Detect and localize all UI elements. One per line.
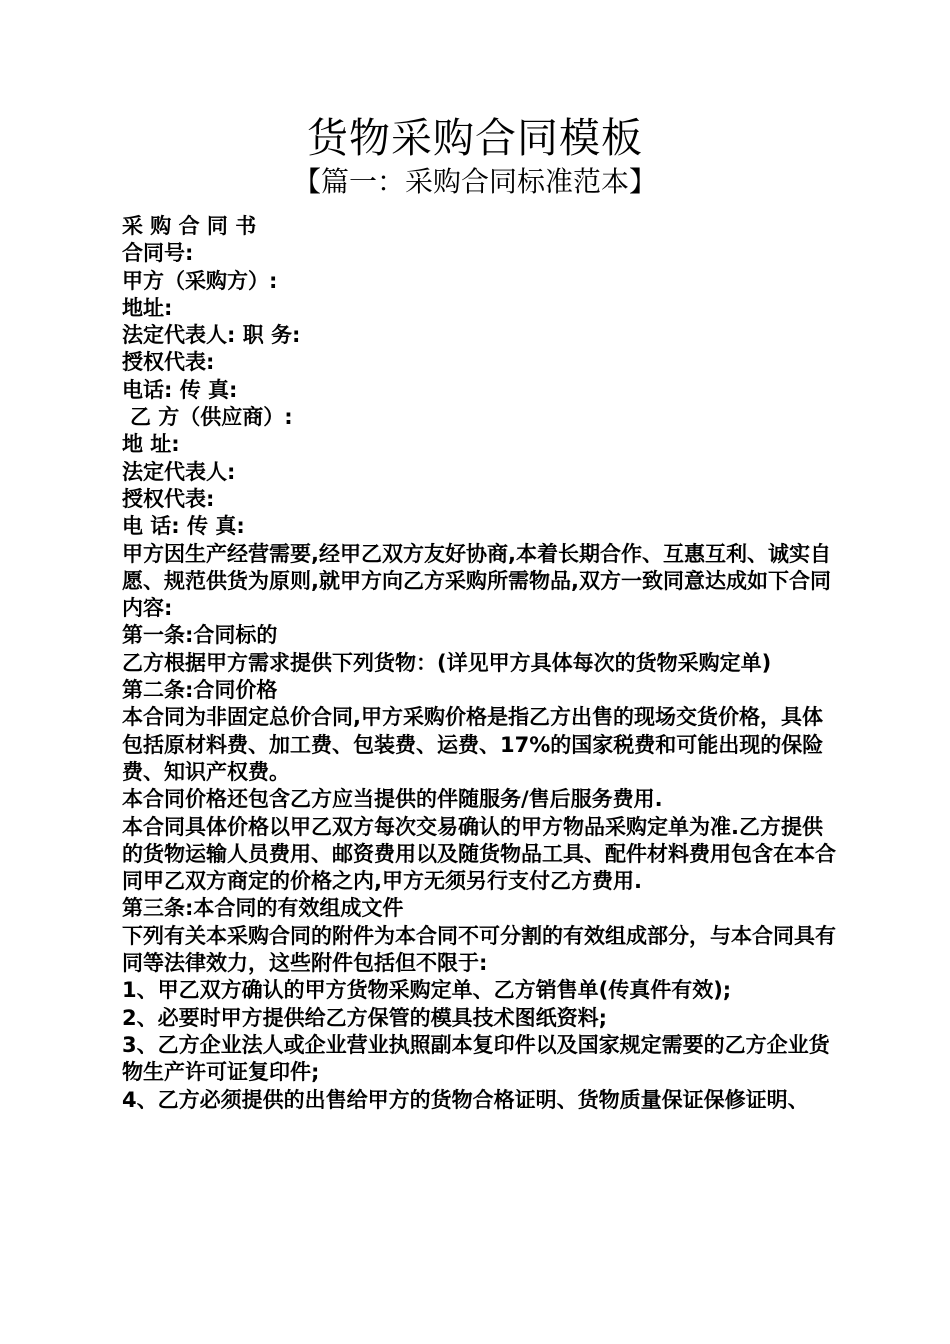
field-party-a: 甲方（采购方）: — [122, 268, 278, 293]
paragraph-preamble: 甲方因生产经营需要,经甲乙双方友好协商,本着长期合作、互惠互利、诚实自愿、规范供货为原则,就甲方向乙方采购所需物品,双方一致同意达成如下合同内容: — [122, 541, 831, 621]
article-3-item-4: 4、乙方必须提供的出售给甲方的货物合格证明、货物质量保证保修证明、 — [122, 1087, 809, 1112]
field-party-a-authorized-rep: 授权代表: — [122, 350, 215, 375]
article-2-heading: 第二条:合同价格 — [122, 678, 278, 703]
article-2-text-1: 本合同为非固定总价合同,甲方采购价格是指乙方出售的现场交货价格，具体包括原材料费、加工费、包装费、运费、17%的国家税费和可能出现的保险费、知识产权费。 — [122, 705, 824, 784]
article-3-item-1: 1、甲乙双方确认的甲方货物采购定单、乙方销售单(传真件有效); — [122, 978, 732, 1003]
field-party-a-legal-rep: 法定代表人: 职 务: — [122, 323, 301, 348]
field-party-b-legal-rep: 法定代表人: — [122, 459, 236, 484]
field-party-b: 乙 方（供应商）: — [130, 405, 293, 430]
article-1-text: 乙方根据甲方需求提供下列货物：(详见甲方具体每次的货物采购定单) — [122, 650, 772, 675]
article-3-text: 下列有关本采购合同的附件为本合同不可分割的有效组成部分，与本合同具有同等法律效力，这些附件包括但不限于: — [122, 923, 836, 976]
field-party-a-phone-fax: 电话: 传 真: — [122, 377, 238, 402]
article-3-item-2: 2、必要时甲方提供给乙方保管的模具技术图纸资料; — [122, 1005, 608, 1030]
field-party-b-authorized-rep: 授权代表: — [122, 486, 215, 511]
heading-contract-book: 采 购 合 同 书 — [122, 214, 257, 238]
document-subtitle: 【篇一：采购合同标准范本】 — [292, 165, 657, 198]
field-party-a-address: 地址: — [122, 295, 173, 320]
article-3-heading: 第三条:本合同的有效组成文件 — [122, 896, 404, 921]
document-title: 货物采购合同模板 — [307, 114, 643, 162]
field-party-b-phone-fax: 电 话: 传 真: — [122, 514, 245, 539]
field-party-b-address: 地 址: — [122, 432, 180, 457]
field-contract-no: 合同号: — [122, 241, 194, 266]
article-2-text-2: 本合同价格还包含乙方应当提供的伴随服务/售后服务费用. — [122, 787, 663, 812]
document-body — [116, 213, 836, 1114]
article-3-item-3: 3、乙方企业法人或企业营业执照副本复印件以及国家规定需要的乙方企业货物生产许可证复印件; — [122, 1032, 830, 1085]
article-1-heading: 第一条:合同标的 — [122, 623, 278, 648]
article-2-text-3: 本合同具体价格以甲乙双方每次交易确认的甲方物品采购定单为准.乙方提供的货物运输人员费用、邮资费用以及随货物品工具、配件材料费用包含在本合同甲乙双方商定的价格之内,甲方无须另行支付乙方费用. — [122, 814, 836, 894]
